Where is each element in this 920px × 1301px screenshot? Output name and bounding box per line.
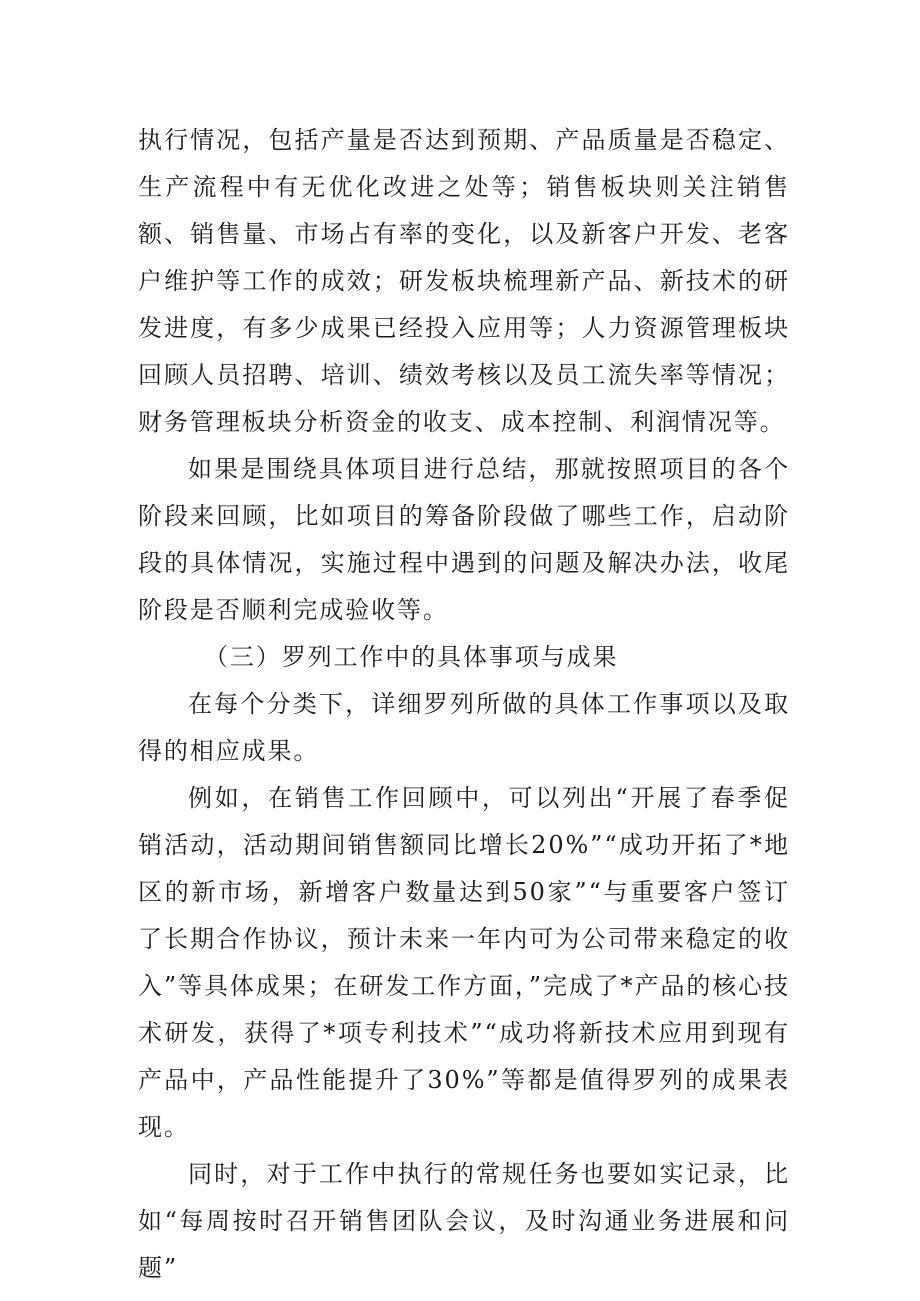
paragraph-routine-tasks: 同时，对于工作中执行的常规任务也要如实记录，比如“每周按时召开销售团队会议，及时沟通业务进展和问题” bbox=[138, 1160, 790, 1282]
section-heading-3: （三）罗列工作中的具体事项与成果 bbox=[204, 643, 619, 671]
document-body bbox=[138, 117, 790, 1292]
paragraph-project-summary: 如果是围绕具体项目进行总结，那就按照项目的各个阶段来回顾，比如项目的筹备阶段做了哪些工作，启动阶段的具体情况，实施过程中遇到的问题及解决办法，收尾阶段是否顺利完成验收等。 bbox=[138, 455, 790, 624]
paragraph-examples: 例如，在销售工作回顾中，可以列出“开展了春季促销活动，活动期间销售额同比增长20%”“成功开拓了*地区的新市场，新增客户数量达到50家”“与重要客户签订了长期合作协议，预计未来一年内可为公司带来稳定的收入”等具体成果；在研发工作方面，”完成了*产品的核心技术研发，获得了*项专利技术”“成功将新技术应用到现有产品中，产品性能提升了30%”等都是值得罗列的成果表现。 bbox=[138, 784, 790, 1141]
paragraph-business-sections: 执行情况，包括产量是否达到预期、产品质量是否稳定、生产流程中有无优化改进之处等；销售板块则关注销售额、销售量、市场占有率的变化，以及新客户开发、老客户维护等工作的成效；研发板块梳理新产品、新技术的研发进度，有多少成果已经投入应用等；人力资源管理板块回顾人员招聘、培训、绩效考核以及员工流失率等情况；财务管理板块分析资金的收支、成本控制、利润情况等。 bbox=[138, 126, 790, 436]
paragraph-list-items: 在每个分类下，详细罗列所做的具体工作事项以及取得的相应成果。 bbox=[138, 690, 790, 765]
